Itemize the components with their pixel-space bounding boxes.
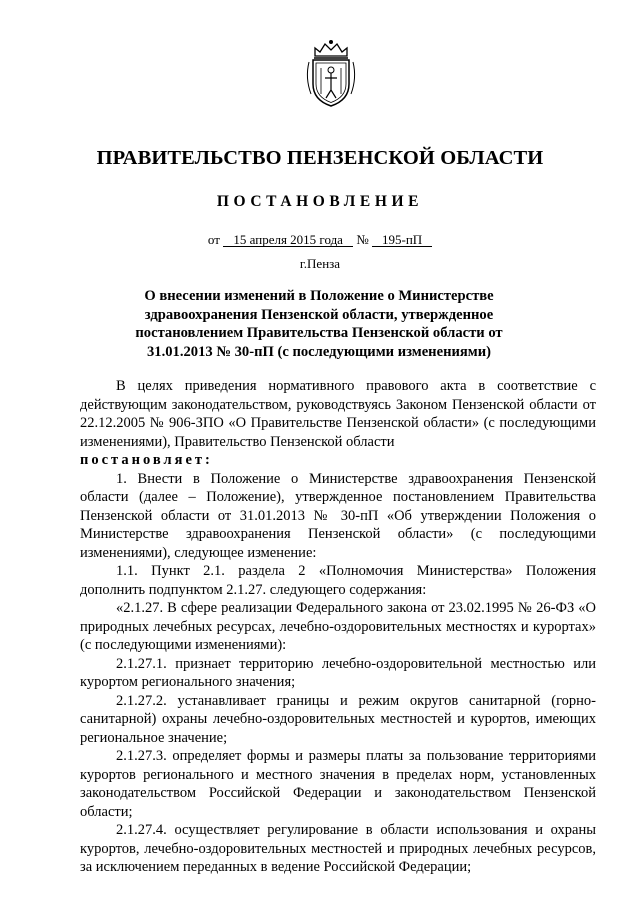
paragraph-item-2-1-27: «2.1.27. В сфере реализации Федерального закона от 23.02.1995 № 26-ФЗ «О природных лечебных ресурсах, лечебно-оздоровительных местностях и курортах» (с последующими изменениями): [80, 600, 596, 653]
date-prefix: от [207, 232, 220, 247]
paragraph-item-2-1-27-2: 2.1.27.2. устанавливает границы и режим округов санитарной (горно-санитарной) охраны лечебно-оздоровительных местностей и курортов, имеющих региональное значение; [80, 692, 596, 746]
document-body [80, 377, 596, 877]
paragraph-preamble: В целях приведения нормативного правового акта в соответствие с действующим законодательством, руководствуясь Законом Пензенской области от 22.12.2005 № 906-ЗПО «О Правительстве Пензенской области» (с последующими изменениями), Правительство Пензенской области [80, 378, 596, 450]
document-type: ПОСТАНОВЛЕНИЕ [216, 193, 424, 210]
paragraph-item-2-1-27-1: 2.1.27.1. признает территорию лечебно-оздоровительной местностью или курортом регионального значения; [80, 655, 596, 690]
date-number-line [0, 232, 640, 248]
paragraph-item-1: 1. Внести в Положение о Министерстве здравоохранения Пензенской области (далее – Положение), утвержденное постановлением Правительства Пензенской области от 31.01.2013 № 30-пП «Об утверждении Положения о Министерстве здравоохранения Пензенской области» (с последующими изменениями), следующее изменение: [80, 470, 596, 561]
number-prefix: № [356, 232, 369, 247]
city-name: г.Пенза [299, 256, 341, 271]
paragraph-item-2-1-27-4: 2.1.27.4. осуществляет регулирование в области использования и охраны курортов, лечебно-оздоровительных местностей и природных лечебных ресурсов, за исключением переданных в ведение Российской Федерации; [80, 822, 596, 875]
document-date: 15 апреля 2015 года [223, 233, 353, 247]
paragraph-item-1-1: 1.1. Пункт 2.1. раздела 2 «Полномочия Министерства» Положения дополнить подпунктом 2.1.27. следующего содержания: [80, 563, 596, 598]
paragraph-item-2-1-27-3: 2.1.27.3. определяет формы и размеры платы за пользование территориями курортов регионального и местного значения в пределах норм, установленных законодательством Российской Федерации и законодательством Пензенской области; [80, 748, 596, 820]
document-subject: О внесении изменений в Положение о Министерстве здравоохранения Пензенской области, утвержденное постановлением Правительства Пензенской области от 31.01.2013 № 30-пП (с последующими изменениями) [135, 288, 503, 360]
paragraph-resolves [80, 451, 596, 470]
document-number: 195-пП [372, 233, 432, 247]
resolves-word: постановляет: [80, 452, 213, 468]
government-title: ПРАВИТЕЛЬСТВО ПЕНЗЕНСКОЙ ОБЛАСТИ [96, 147, 544, 169]
penza-region-coat-of-arms-icon [301, 38, 361, 110]
